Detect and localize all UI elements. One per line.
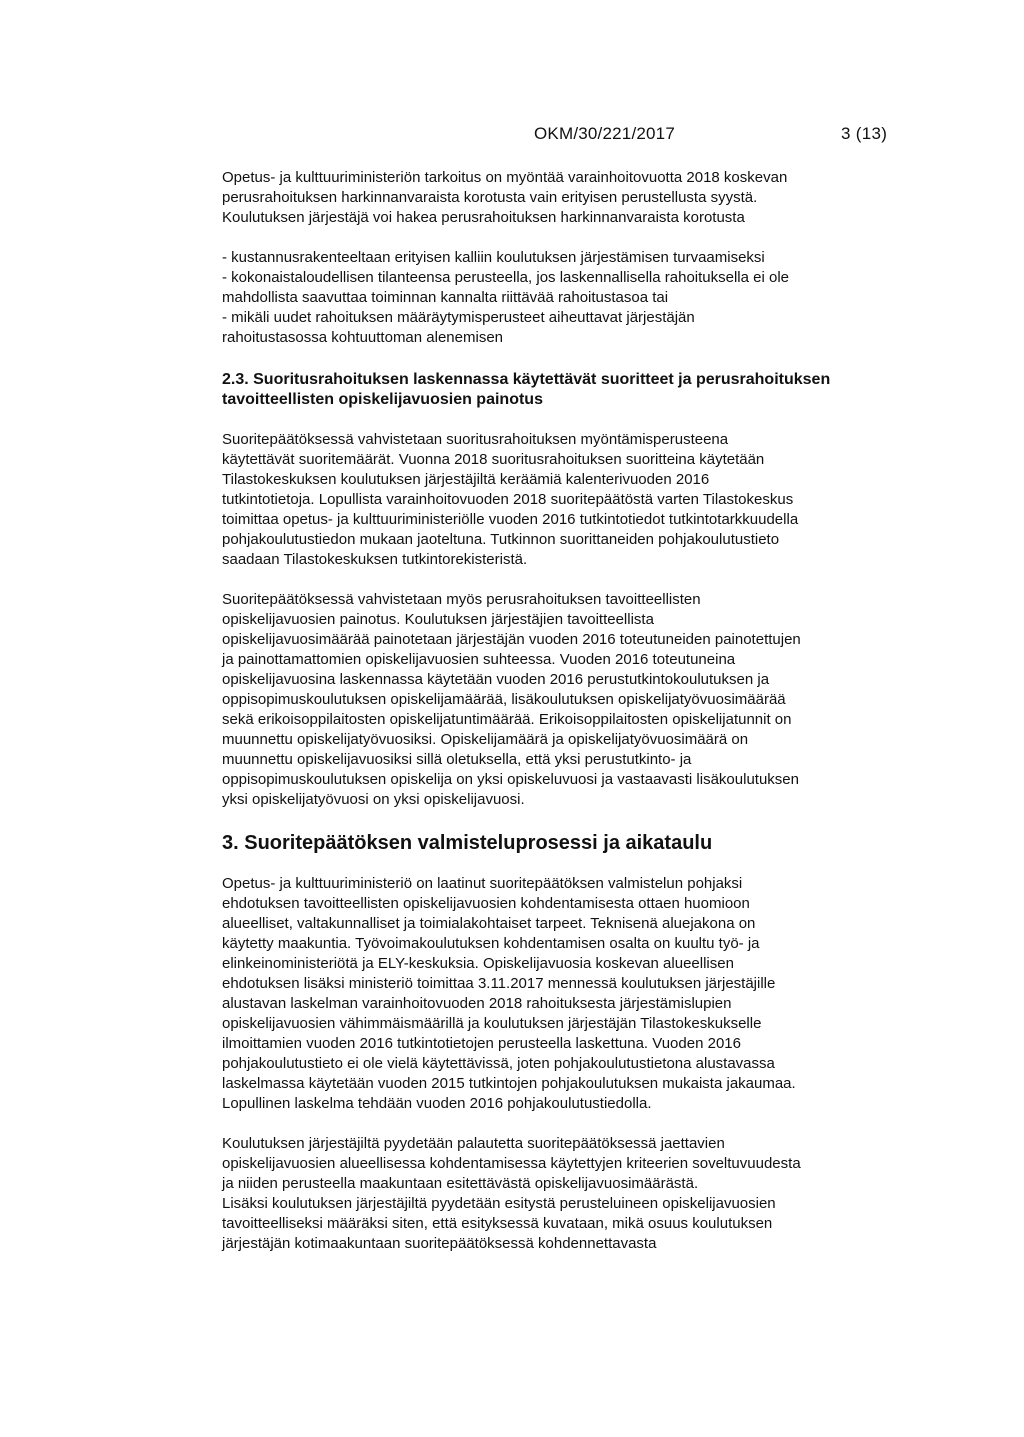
intro-paragraph: Opetus- ja kulttuuriministeriön tarkoitus on myöntää varainhoitovuotta 2018 koskevan perusrahoituksen harkinnanvaraista korotusta vain erityisen perustellusta syystä. Koulutuksen järjestäjä voi hakea perusrahoituksen harkinnanvaraista korotusta	[222, 169, 788, 226]
section-3-paragraph-2: Koulutuksen järjestäjiltä pyydetään palautetta suoritepäätöksessä jaettavien opiskelijavuosien alueellisessa kohdentamisessa käytettyjen kriteerien soveltuvuudesta ja niiden perusteella maakuntaan esitettävästä opiskelijavuosimäärästä. Lisäksi koulutuksen järjestäjiltä pyydetään esitystä perusteluineen opiskelijavuosien tavoitteelliseksi määräksi siten, että esityksessä kuvataan, mikä osuus koulutuksen järjestäjän kotimaakuntaan suoritepäätöksessä kohdennettavasta	[222, 1135, 801, 1252]
document-reference: OKM/30/221/2017	[534, 124, 675, 143]
criteria-list: - kustannusrakenteeltaan erityisen kalliin koulutuksen järjestämisen turvaamiseksi - kokonaistaloudellisen tilanteensa perusteella, jos laskennallisella rahoituksella ei ole mahdollista saavuttaa toiminnan kannalta riittävää rahoitustasoa tai - mikäli uudet rahoituksen määräytymisperusteet aiheuttavat järjestäjän rahoitustasossa kohtuuttoman alenemisen	[222, 249, 790, 346]
page-number: 3 (13)	[841, 124, 888, 143]
section-3-heading: 3. Suoritepäätöksen valmisteluprosessi ja aikataulu	[222, 832, 713, 854]
section-2-3-paragraph-2: Suoritepäätöksessä vahvistetaan myös perusrahoituksen tavoitteellisten opiskelijavuosien painotus. Koulutuksen järjestäjien tavoitteellista opiskelijavuosimäärää painotetaan järjestäjän vuoden 2016 toteutuneiden painotettujen ja painottamattomien opiskelijavuosien suhteessa. Vuoden 2016 toteutuneina opiskelijavuosina laskennassa käytetään vuoden 2016 perustutkintokoulutuksen ja oppisopimuskoulutuksen opiskelijamäärää, lisäkoulutuksen opiskelijatyövuosimäärää sekä erikoisoppilaitosten opiskelijatuntimäärää. Erikoisoppilaitosten opiskelijatunnit on muunnettu opiskelijatyövuosiksi. Opiskelijamäärä ja opiskelijatyövuosimäärä on muunnettu opiskelijavuosiksi sillä oletuksella, että yksi perustutkinto- ja oppisopimuskoulutuksen opiskelija on yksi opiskeluvuosi ja vastaavasti lisäkoulutuksen yksi opiskelijatyövuosi on yksi opiskelijavuosi.	[222, 591, 801, 808]
section-2-3-heading: 2.3. Suoritusrahoituksen laskennassa käytettävät suoritteet ja perusrahoituksen tavoitteellisten opiskelijavuosien painotus	[222, 371, 831, 408]
section-2-3-paragraph-1: Suoritepäätöksessä vahvistetaan suoritusrahoituksen myöntämisperusteena käytettävät suoritemäärät. Vuonna 2018 suoritusrahoituksen suoritteina käytetään Tilastokeskuksen koulutuksen järjestäjiltä keräämiä kalenterivuoden 2016 tutkintotietoja. Lopullista varainhoitovuoden 2018 suoritepäätöstä varten Tilastokeskus toimittaa opetus- ja kulttuuriministeriölle vuoden 2016 tutkintotiedot tutkintotarkkuudella pohjakoulutustiedon mukaan jaoteltuna. Tutkinnon suorittaneiden pohjakoulutustieto saadaan Tilastokeskuksen tutkintorekisteristä.	[222, 431, 799, 568]
section-3-paragraph-1: Opetus- ja kulttuuriministeriö on laatinut suoritepäätöksen valmistelun pohjaksi ehdotuksen tavoitteellisten opiskelijavuosien kohdentamisesta ottaen huomioon alueelliset, valtakunnalliset ja toimialakohtaiset tarpeet. Teknisenä aluejakona on käytetty maakuntia. Työvoimakoulutuksen kohdentamisen osalta on kuultu työ- ja elinkeinoministeriötä ja ELY-keskuksia. Opiskelijavuosia koskevan alueellisen ehdotuksen lisäksi ministeriö toimittaa 3.11.2017 mennessä koulutuksen järjestäjille alustavan laskelman varainhoitovuoden 2018 rahoituksesta järjestämislupien opiskelijavuosien vähimmäismäärillä ja koulutuksen järjestäjän Tilastokeskukselle ilmoittamien vuoden 2016 tutkintotietojen perusteella laskettuna. Vuoden 2016 pohjakoulutustieto ei ole vielä käytettävissä, joten pohjakoulutustietona alustavassa laskelmassa käytetään vuoden 2015 tutkintojen pohjakoulutuksen mukaista jakaumaa. Lopullinen laskelma tehdään vuoden 2016 pohjakoulutustiedolla.	[222, 875, 796, 1112]
document-body	[222, 168, 912, 1254]
